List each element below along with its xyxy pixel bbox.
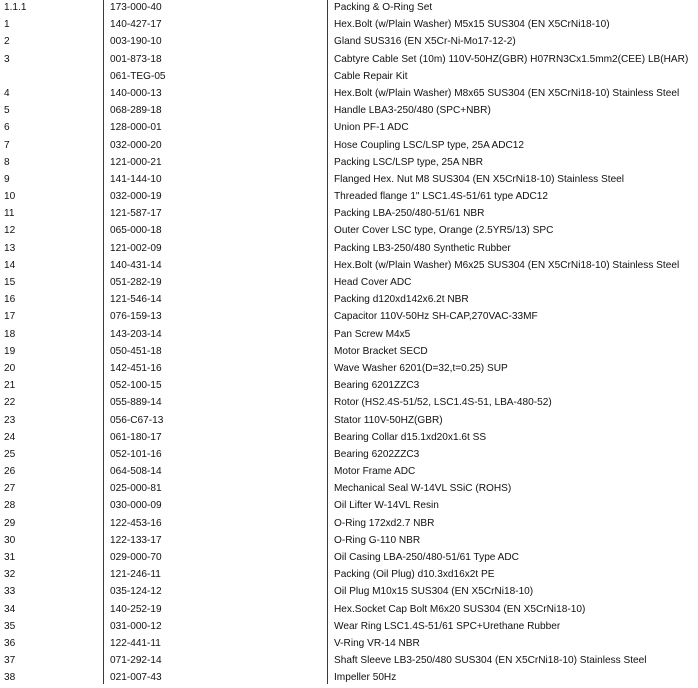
table-row xyxy=(0,636,698,653)
part-number-cell: 003-190-10 xyxy=(110,36,162,48)
part-number-cell: 064-508-14 xyxy=(110,466,162,478)
table-row xyxy=(0,120,698,137)
description-cell: Union PF-1 ADC xyxy=(334,122,409,134)
item-number-cell: 36 xyxy=(4,637,16,649)
table-row xyxy=(0,447,698,464)
description-cell: Wave Washer 6201(D=32,t=0.25) SUP xyxy=(334,362,508,374)
table-row xyxy=(0,567,698,584)
description-cell: Oil Plug M10x15 SUS304 (EN X5CrNi18-10) xyxy=(334,586,534,598)
table-row xyxy=(0,602,698,619)
part-number-cell: 122-441-11 xyxy=(110,637,161,649)
part-number-cell: 029-000-70 xyxy=(110,552,162,563)
description-cell: Hex.Bolt (w/Plain Washer) M6x25 SUS304 (EN X5CrNi18-10) Stainless Steel xyxy=(334,259,680,271)
part-number-cell: 121-587-17 xyxy=(110,208,162,220)
table-row xyxy=(0,138,698,155)
item-number-cell: 4 xyxy=(4,87,10,99)
table-row xyxy=(0,69,698,86)
item-number-cell: 14 xyxy=(4,259,16,271)
part-number-cell: 050-451-18 xyxy=(110,345,162,357)
part-number-cell: 128-000-01 xyxy=(110,122,162,134)
description-cell: Cable Repair Kit xyxy=(334,70,408,82)
part-number-cell: 056-C67-13 xyxy=(110,414,164,426)
part-number-cell: 061-180-17 xyxy=(110,431,162,443)
table-row xyxy=(0,533,698,550)
table-row xyxy=(0,86,698,103)
description-cell: Stator 110V-50HZ(GBR) xyxy=(334,414,443,426)
item-number-cell: 11 xyxy=(4,208,15,220)
part-number-cell: 140-252-19 xyxy=(110,603,162,615)
item-number-cell: 20 xyxy=(4,362,16,374)
item-number-cell: 35 xyxy=(4,620,16,632)
table-row xyxy=(0,34,698,51)
table-row xyxy=(0,327,698,344)
part-number-cell: 071-292-14 xyxy=(110,655,162,667)
description-cell: Packing (Oil Plug) d10.3xd16x2t PE xyxy=(334,569,495,581)
table-row xyxy=(0,670,698,687)
description-cell: Capacitor 110V-50Hz SH-CAP,270VAC-33MF xyxy=(334,311,538,323)
item-number-cell: 25 xyxy=(4,448,16,460)
item-number-cell: 38 xyxy=(4,672,16,684)
description-cell: Motor Frame ADC xyxy=(334,466,416,478)
item-number-cell: 31 xyxy=(4,552,16,563)
item-number-cell: 24 xyxy=(4,431,16,443)
description-cell: Motor Bracket SECD xyxy=(334,345,428,357)
part-number-cell: 065-000-18 xyxy=(110,225,162,237)
part-number-cell: 001-873-18 xyxy=(110,53,162,65)
description-cell: Gland SUS316 (EN X5Cr-Ni-Mo17-12-2) xyxy=(334,36,516,48)
item-number-cell: 17 xyxy=(4,311,16,323)
part-number-cell: 121-002-09 xyxy=(110,242,162,254)
item-number-cell: 32 xyxy=(4,569,16,581)
description-cell: Packing LSC/LSP type, 25A NBR xyxy=(334,156,484,168)
item-number-cell: 1 xyxy=(4,19,10,31)
item-number-cell: 30 xyxy=(4,534,16,546)
table-row xyxy=(0,103,698,120)
part-number-cell: 035-124-12 xyxy=(110,586,162,598)
table-row xyxy=(0,52,698,69)
item-number-cell: 15 xyxy=(4,277,16,288)
description-cell: Flanged Hex. Nut M8 SUS304 (EN X5CrNi18-10) Stainless Steel xyxy=(334,173,625,185)
table-row xyxy=(0,464,698,481)
description-cell: O-Ring 172xd2.7 NBR xyxy=(334,517,435,529)
table-row xyxy=(0,0,698,17)
description-cell: O-Ring G-110 NBR xyxy=(334,534,421,546)
part-number-cell: 121-246-11 xyxy=(110,569,161,581)
table-row xyxy=(0,498,698,515)
table-row xyxy=(0,309,698,326)
description-cell: Mechanical Seal W-14VL SSiC (ROHS) xyxy=(334,483,512,495)
part-number-cell: 122-133-17 xyxy=(110,534,162,546)
description-cell: Head Cover ADC xyxy=(334,277,412,288)
table-row xyxy=(0,258,698,275)
description-cell: Hose Coupling LSC/LSP type, 25A ADC12 xyxy=(334,139,525,151)
table-row xyxy=(0,550,698,567)
table-row xyxy=(0,172,698,189)
part-number-cell: 031-000-12 xyxy=(110,620,162,632)
item-number-cell: 26 xyxy=(4,466,16,478)
table-row xyxy=(0,189,698,206)
description-cell: Pan Screw M4x5 xyxy=(334,328,411,340)
item-number-cell: 9 xyxy=(4,173,10,185)
table-row xyxy=(0,206,698,223)
description-cell: Hex.Bolt (w/Plain Washer) M5x15 SUS304 (EN X5CrNi18-10) xyxy=(334,19,610,31)
part-number-cell: 141-144-10 xyxy=(110,173,162,185)
item-number-cell: 27 xyxy=(4,483,16,495)
item-number-cell: 5 xyxy=(4,105,10,117)
item-number-cell: 3 xyxy=(4,53,10,65)
part-number-cell: 122-453-16 xyxy=(110,517,162,529)
item-number-cell: 10 xyxy=(4,191,16,203)
description-cell: Packing d120xd142x6.2t NBR xyxy=(334,294,469,306)
part-number-cell: 068-289-18 xyxy=(110,105,162,117)
part-number-cell: 025-000-81 xyxy=(110,483,162,495)
table-row xyxy=(0,413,698,430)
description-cell: Shaft Sleeve LB3-250/480 SUS304 (EN X5CrNi18-10) Stainless Steel xyxy=(334,655,647,667)
table-row xyxy=(0,378,698,395)
part-number-cell: 143-203-14 xyxy=(110,328,162,340)
part-number-cell: 140-427-17 xyxy=(110,19,162,31)
item-number-cell: 19 xyxy=(4,345,16,357)
description-cell: Wear Ring LSC1.4S-51/61 SPC+Urethane Rubber xyxy=(334,620,561,632)
description-cell: Bearing 6201ZZC3 xyxy=(334,380,420,392)
item-number-cell: 18 xyxy=(4,328,16,340)
item-number-cell: 34 xyxy=(4,603,16,615)
part-number-cell: 052-101-16 xyxy=(110,448,162,460)
part-number-cell: 142-451-16 xyxy=(110,362,162,374)
table-row xyxy=(0,292,698,309)
table-row xyxy=(0,584,698,601)
item-number-cell: 29 xyxy=(4,517,16,529)
table-row xyxy=(0,344,698,361)
item-number-cell: 16 xyxy=(4,294,16,306)
description-cell: Packing LB3-250/480 Synthetic Rubber xyxy=(334,242,511,254)
part-number-cell: 055-889-14 xyxy=(110,397,162,409)
description-cell: Hex.Socket Cap Bolt M6x20 SUS304 (EN X5CrNi18-10) xyxy=(334,603,586,615)
item-number-cell: 2 xyxy=(4,36,10,48)
description-cell: Oil Lifter W-14VL Resin xyxy=(334,500,439,512)
description-cell: Threaded flange 1" LSC1.4S-51/61 type ADC12 xyxy=(334,191,549,203)
item-number-cell: 21 xyxy=(4,380,16,392)
item-number-cell: 8 xyxy=(4,156,10,168)
item-number-cell: 7 xyxy=(4,139,10,151)
table-row xyxy=(0,430,698,447)
description-cell: Impeller 50Hz xyxy=(334,672,397,684)
part-number-cell: 061-TEG-05 xyxy=(110,70,166,82)
description-cell: Hex.Bolt (w/Plain Washer) M8x65 SUS304 (EN X5CrNi18-10) Stainless Steel xyxy=(334,87,680,99)
item-number-cell: 37 xyxy=(4,655,16,667)
part-number-cell: 030-000-09 xyxy=(110,500,162,512)
part-number-cell: 121-546-14 xyxy=(110,294,162,306)
table-row xyxy=(0,241,698,258)
part-number-cell: 032-000-19 xyxy=(110,191,162,203)
part-number-cell: 032-000-20 xyxy=(110,139,162,151)
description-cell: Rotor (HS2.4S-51/52, LSC1.4S-51, LBA-480-52) xyxy=(334,397,552,409)
part-number-cell: 121-000-21 xyxy=(110,156,162,168)
item-number-cell: 33 xyxy=(4,586,16,598)
table-row xyxy=(0,361,698,378)
table-row xyxy=(0,516,698,533)
description-cell: Packing LBA-250/480-51/61 NBR xyxy=(334,208,485,220)
description-cell: Bearing Collar d15.1xd20x1.6t SS xyxy=(334,431,487,443)
table-row xyxy=(0,155,698,172)
description-cell: Oil Casing LBA-250/480-51/61 Type ADC xyxy=(334,552,519,563)
table-row xyxy=(0,481,698,498)
description-cell: Handle LBA3-250/480 (SPC+NBR) xyxy=(334,105,491,117)
table-row xyxy=(0,619,698,636)
description-cell: Packing & O-Ring Set xyxy=(334,2,433,13)
part-number-cell: 140-000-13 xyxy=(110,87,162,99)
table-row xyxy=(0,223,698,240)
item-number-cell: 23 xyxy=(4,414,16,426)
part-number-cell: 021-007-43 xyxy=(110,672,162,684)
part-number-cell: 051-282-19 xyxy=(110,277,162,288)
table-row xyxy=(0,653,698,670)
table-row xyxy=(0,395,698,412)
part-number-cell: 173-000-40 xyxy=(110,2,162,13)
item-number-cell: 6 xyxy=(4,122,10,134)
description-cell: Outer Cover LSC type, Orange (2.5YR5/13) SPC xyxy=(334,225,554,237)
part-number-cell: 140-431-14 xyxy=(110,259,162,271)
item-number-cell: 28 xyxy=(4,500,16,512)
item-number-cell: 22 xyxy=(4,397,16,409)
description-cell: Cabtyre Cable Set (10m) 110V-50HZ(GBR) H07RN3Cx1.5mm2(CEE) LB(HAR) xyxy=(334,53,689,65)
item-number-cell: 12 xyxy=(4,225,16,237)
item-number-cell: 1.1.1 xyxy=(4,2,27,13)
part-number-cell: 076-159-13 xyxy=(110,311,162,323)
table-row xyxy=(0,275,698,292)
item-number-cell: 13 xyxy=(4,242,16,254)
description-cell: V-Ring VR-14 NBR xyxy=(334,637,420,649)
part-number-cell: 052-100-15 xyxy=(110,380,162,392)
description-cell: Bearing 6202ZZC3 xyxy=(334,448,420,460)
table-row xyxy=(0,17,698,34)
